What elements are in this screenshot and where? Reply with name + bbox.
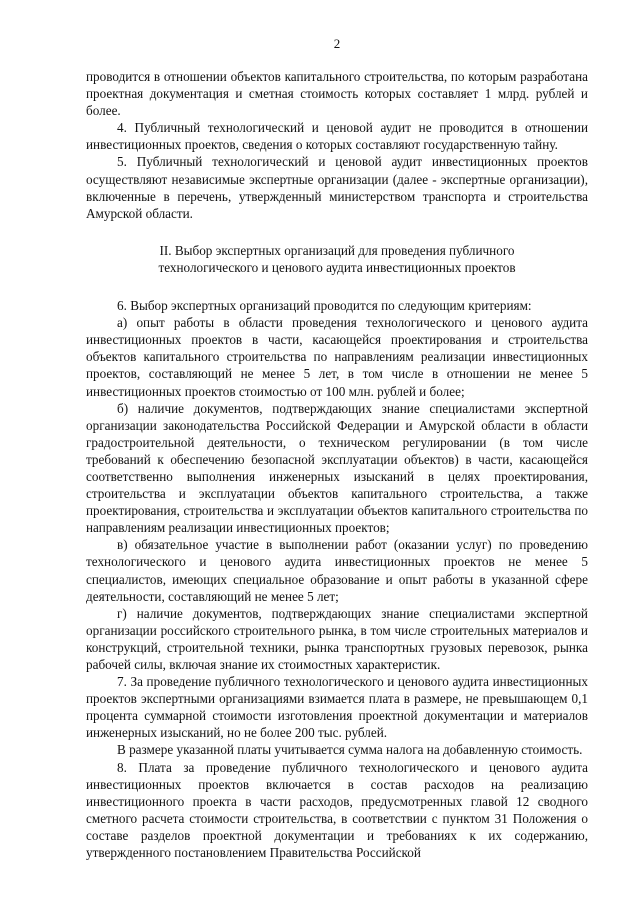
paragraph-item-6v: в) обязательное участие в выполнении работ (оказании услуг) по проведению технологического и ценового аудита инвестиционных проектов не менее 5 специалистов, имеющих специальное образование и опыт работы в указанной сфере деятельности, составляющий не менее 5 лет; (86, 537, 588, 604)
paragraph-vat-note: В размере указанной платы учитывается сумма налога на добавленную стоимость. (117, 742, 583, 758)
paragraph-item-5: 5. Публичный технологический и ценовой аудит инвестиционных проектов осуществляют независимые экспертные организации (далее - экспертные организации), включенные в перечень, утвержденный министерством транспорта и строительства Амурской области. (86, 154, 588, 221)
section-heading-line-2: технологического и ценового аудита инвестиционных проектов (158, 259, 516, 275)
section-heading (86, 242, 588, 276)
paragraph-item-6g: г) наличие документов, подтверждающих знание специалистами экспертной организации российского строительного рынка, в том числе строительных материалов и конструкций, строительной техники, рынка транспортных грузовых перевозок, рынка рабочей силы, включая знание их стоимостных характеристик. (86, 605, 588, 672)
paragraph-item-7: 7. За проведение публичного технологического и ценового аудита инвестиционных проектов экспертными организациями взимается плата в размере, не превышающем 0,1 процента суммарной стоимости изготовления проектной документации и материалов инженерных изысканий, но не более 200 тыс. рублей. (86, 674, 588, 741)
paragraph-item-6: 6. Выбор экспертных организаций проводится по следующим критериям: (117, 298, 532, 314)
paragraph-continuation: проводится в отношении объектов капитального строительства, по которым разработана проектная документация и сметная стоимость которых составляет 1 млрд. рублей и более. (86, 69, 588, 119)
paragraph-item-6a: а) опыт работы в области проведения технологического и ценового аудита инвестиционных проектов в части, касающейся проектирования и строительства объектов капитального строительства по направлениям реализации инвестиционных проектов, составляющий не менее 5 лет, в том числе в отношении не менее 5 инвестиционных проектов стоимостью от 100 млн. рублей и более; (86, 315, 588, 399)
paragraph-item-4: 4. Публичный технологический и ценовой аудит не проводится в отношении инвестиционных проектов, сведения о которых составляют государственную тайну. (86, 120, 588, 153)
page-number: 2 (333, 36, 341, 51)
paragraph-item-8: 8. Плата за проведение публичного технологического и ценового аудита инвестиционных проектов включается в состав расходов на реализацию инвестиционного проекта в части расходов, предусмотренных главой 12 сводного сметного расчета стоимости строительства, в соответствии с пунктом 31 Положения о составе разделов проектной документации и требованиях к их содержанию, утвержденного постановлением Правительства Российской (86, 759, 588, 861)
section-heading-line-1: II. Выбор экспертных организаций для проведения публичного (159, 242, 515, 258)
paragraph-item-6b: б) наличие документов, подтверждающих знание специалистами экспертной организации законодательства Российской Федерации и Амурской области в области градостроительной деятельности, о техническом регулировании (в том числе требований к обеспечению безопасной эксплуатации объектов) в части, касающейся соответственно выполнения инженерных изысканий в целях проектирования, строительства и эксплуатации объектов капитального строительства, а также проектирования, строительства и эксплуатации объектов капитального строительства по направлениям реализации инвестиционных проектов; (86, 400, 588, 536)
